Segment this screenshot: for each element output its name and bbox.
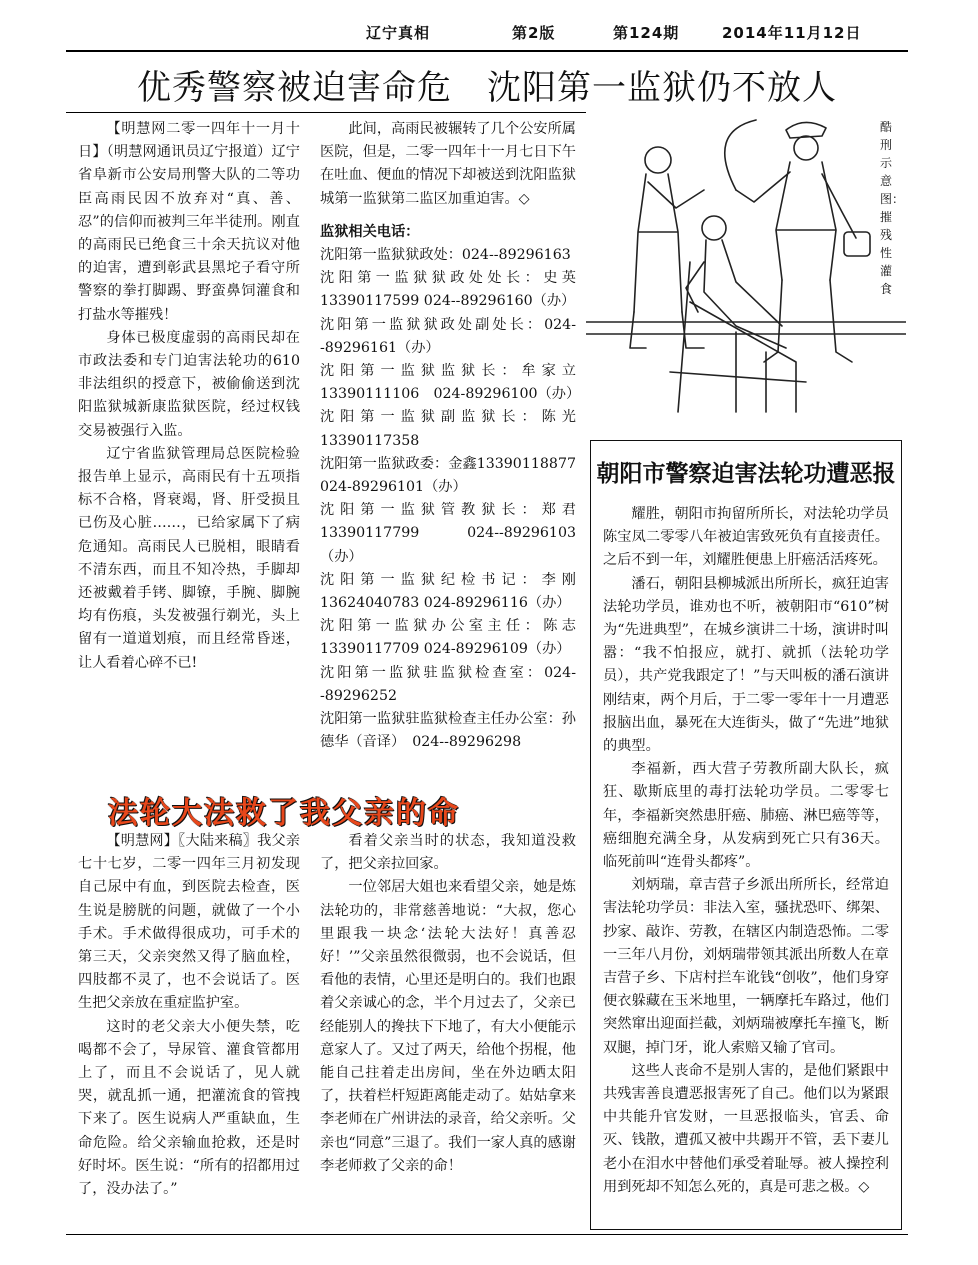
article2-headline: 法轮大法救了我父亲的命 [108,796,460,831]
article3-paragraph: 刘炳瑞，章吉营子乡派出所所长，经常迫害法轮功学员：非法入室，骚扰恐吓、绑架、抄家、敲诈、劳教，在辖区内制造恐怖。二零一三年八月份，刘炳瑞带领其派出所数人在章吉营子乡、下店村拦车讹钱“创收”，他们身穿便衣躲藏在玉米地里，一辆摩托车路过，他们突然窜出迎面拦截，刘炳瑞被摩托车撞飞，断双腿，掉门牙，讹人索赔又输了官司。 [603,877,889,1056]
article3-box [590,440,902,1230]
article3-paragraph: 潘石，朝阳县柳城派出所所长，疯狂迫害法轮功学员，谁劝也不听，被朝阳市“610”树为“先进典型”，在城乡演讲二十场，演讲时叫嚣：“我不怕报应，就打、就抓（法轮功学员），共产党我跟定了！”与天叫板的潘石演讲刚结束，两个月后，于二零一零年十一月遭恶报脑出血，暴死在大连街头，做了“先进”地狱的典型。 [603,575,889,755]
footer-rule [66,1234,908,1235]
prison-phone-entry: 沈阳第一监狱驻监狱检查室：024--89296252 [320,664,576,704]
article1-paragraph: 身体已极度虚弱的高雨民却在市政法委和专门迫害法轮功的610非法组织的授意下，被偷偷送到沈阳监狱城新康监狱医院，经过权钱交易被强行入监。 [78,329,300,439]
article2-column-1 [78,830,300,1201]
prison-phone-entry: 沈阳第一监狱纪检书记：李刚13624040783 024-89296116（办） [320,571,576,612]
main-headline: 优秀警察被迫害命危 沈阳第一监狱仍不放人 [137,68,837,108]
article1-column-1 [78,118,300,675]
article2-paragraph: 【明慧网】〖大陆来稿〗我父亲七十七岁，二零一四年三月初发现自己尿中有血，到医院去检查，医生说是膀胱的问题，就做了一个小手术。手术做得很成功，可手术的第三天，父亲突然又得了脑血栓，四肢都不灵了，也不会说话了。医生把父亲放在重症监护室。 [78,833,300,1012]
issue-number: 第124期 [613,24,680,42]
prison-phone-entry: 沈阳第一监狱狱政处：024--89296163 [320,247,571,264]
article3-paragraph: 耀胜，朝阳市拘留所所长，对法轮功学员陈宝凤二零零八年被迫害致死负有直接责任。之后不到一年，刘耀胜便患上肝癌活活疼死。 [603,506,889,569]
prison-phone-entry: 沈阳第一监狱政委：金鑫13390118877 024-89296101（办） [320,455,576,496]
torture-illustration [586,112,906,434]
article1-paragraph: 此间，高雨民被辗转了几个公安所属医院，但是，二零一四年十一月七日下午在吐血、便血的情况下却被送到沈阳监狱城第一监狱第二监区加重迫害。◇ [320,121,576,207]
article2-paragraph: 看着父亲当时的状态，我知道没救了，把父亲拉回家。 [320,833,576,873]
publication-name: 辽宁真相 [366,24,431,42]
prison-phone-entry: 沈阳第一监狱副监狱长：陈光13390117358 [320,409,576,449]
article1-paragraph: 【明慧网二零一四年十一月十日】（明慧网通讯员辽宁报道）辽宁省阜新市公安局刑警大队的二等功臣高雨民因不放弃对“真、善、忍”的信仰而被判三年半徒刑。刚直的高雨民已绝食三十余天抗议对他的迫害，遭到彰武县黑坨子看守所警察的拳打脚踢、野蛮鼻饲灌食和打盐水等摧残！ [78,121,300,323]
prison-phone-entry: 沈阳第一监狱狱政处副处长：024--89296161（办） [320,316,576,356]
article3-paragraph: 李福新，西大营子劳教所副大队长，疯狂、歇斯底里的毒打法轮功学员。二零零七年，李福新突然患肝癌、肺癌、淋巴癌等等，癌细胞充满全身，从发病到死亡只有36天。临死前叫“连骨头都疼”。 [603,761,889,871]
article3-headline: 朝阳市警察迫害法轮功遭恶报 [596,461,896,487]
prison-phone-entry: 沈阳第一监狱管教狱长：郑君13390117799 024--89296103（办） [320,502,576,565]
article2-paragraph: 这时的老父亲大小便失禁，吃喝都不会了，导尿管、灌食管都用上了，而且不会说话了，见人就哭，就乱抓一通，把灌流食的管拽下来了。医生说病人严重缺血，生命危险。给父亲输血抢救，还是时好时坏。医生说：“所有的招都用过了，没办法了。” [78,1018,300,1198]
article1-paragraph: 辽宁省监狱管理局总医院检验报告单上显示，高雨民有十五项指标不合格，肾衰竭，肾、肝受损且已伤及心脏……，已给家属下了病危通知。高雨民人已脱相，眼睛看不清东西，而且不知冷热，手脚却还被戴着手铐、脚镣，手腕、脚腕均有伤痕，头发被强行剃光，头上留有一道道划痕，而且经常昏迷，让人看着心碎不已! [78,445,300,671]
prison-phone-entry: 沈阳第一监狱办公室主任：陈志13390117709 024-89296109（办） [320,618,576,658]
prison-phones-title: 监狱相关电话： [320,223,420,240]
issue-date: 2014年11月12日 [722,24,862,42]
article2-paragraph: 一位邻居大姐也来看望父亲，她是炼法轮功的，非常慈善地说：“大叔，您心里跟我一块念‘法轮大法好！真善忍好！’”父亲虽然很微弱，也不会说话，但看他的表情，心里还是明白的。我们也跟着父亲诚心的念，半个月过去了，父亲已经能别人的搀扶下下地了，有大小便能示意家人了。又过了两天，给他个拐棍，他能自己拄着走出房间，坐在外边晒太阳了，扶着栏杆短距离能走动了。姑姑拿来李老师在广州讲法的录音，给父亲听。父亲也“同意”三退了。我们一家人真的感谢李老师救了父亲的命！ [320,879,576,1174]
headline-rule [66,112,586,113]
article1-column-2 [320,118,581,754]
prison-phone-entry: 沈阳第一监狱狱政处处长：史英13390117599 024--89296160（办） [320,270,576,310]
prison-phone-entry: 沈阳第一监狱监狱长：牟家立13390111106 024-89296100（办） [320,363,581,403]
edition-number: 第2版 [512,24,556,42]
article3-paragraph: 这些人丧命不是别人害的，是他们紧跟中共残害善良遭恶报害死了自己。他们以为紧跟中共能升官发财，一旦恶报临头，官丢、命灭、钱散，遭孤又被中共踢开不管，丢下妻儿老小在泪水中替他们承受着耻辱。被人操控利用到死却不知怎么死的，真是可悲之极。◇ [603,1062,889,1195]
article2-column-2 [320,830,576,1178]
illustration-caption: 酷刑示意图：摧残性灌食 [880,120,905,296]
header-rule [66,50,908,52]
prison-phone-entry: 沈阳第一监狱驻监狱检查主任办公室：孙德华（音译） 024--89296298 [320,711,576,751]
article3-body [603,503,889,1199]
